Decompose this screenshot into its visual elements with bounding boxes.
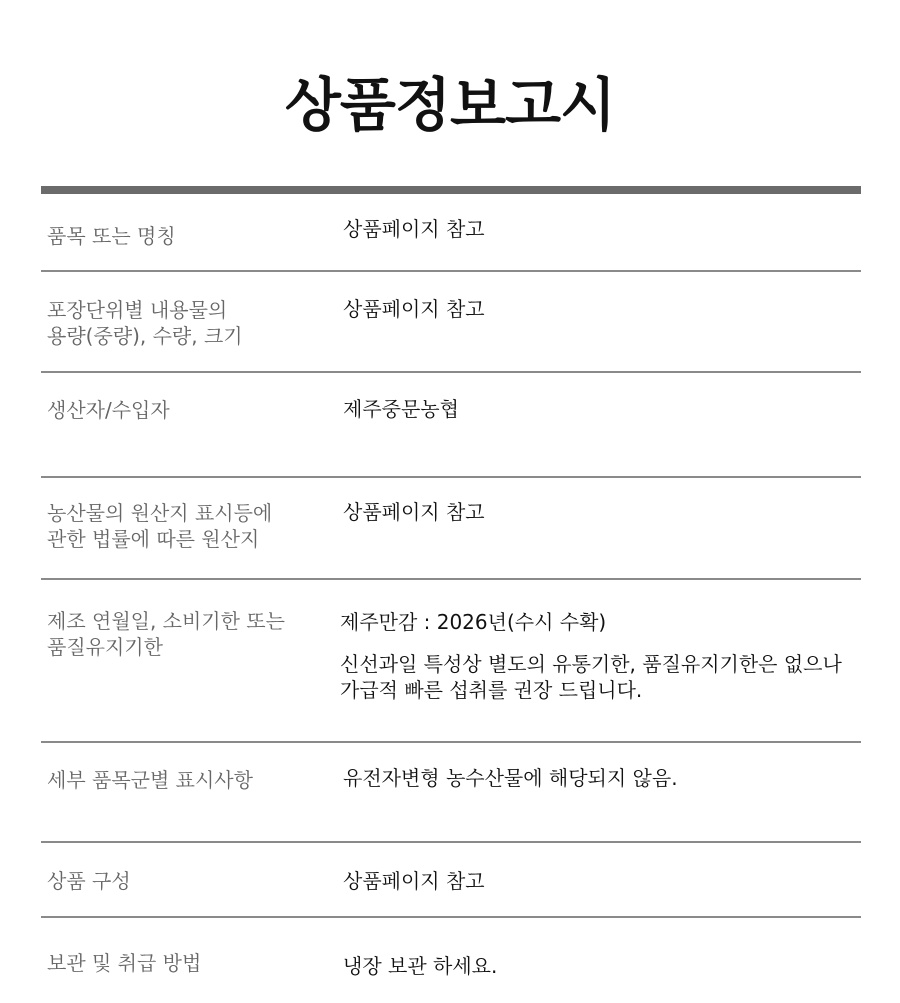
table-row xyxy=(41,272,861,373)
row-value xyxy=(343,765,853,791)
row-value xyxy=(343,868,853,894)
row-label: 제조 연월일, 소비기한 또는 품질유지기한 xyxy=(47,609,285,659)
value-text: 유전자변형 농수산물에 해당되지 않음. xyxy=(343,766,678,790)
header-divider xyxy=(41,186,861,194)
table-row xyxy=(41,843,861,918)
row-label: 보관 및 취급 방법 xyxy=(47,951,202,975)
value-note: 신선과일 특성상 별도의 유통기한, 품질유지기한은 없으나 가급적 빠른 섭취를 권장 드립니다. xyxy=(340,652,842,702)
value-text: 상품페이지 참고 xyxy=(343,869,485,893)
row-value xyxy=(343,296,853,322)
row-value xyxy=(343,216,853,242)
value-text: 상품페이지 참고 xyxy=(343,297,485,321)
table-row xyxy=(41,918,861,1003)
row-label: 상품 구성 xyxy=(47,869,131,893)
info-table xyxy=(41,194,861,1003)
row-value xyxy=(343,499,853,525)
row-label: 품목 또는 명칭 xyxy=(47,224,176,248)
row-label: 생산자/수입자 xyxy=(47,398,170,422)
value-text: 냉장 보관 하세요. xyxy=(343,954,498,978)
row-label: 농산물의 원산지 표시등에 관한 법률에 따른 원산지 xyxy=(47,501,273,551)
row-value xyxy=(343,953,853,979)
value-text: 상품페이지 참고 xyxy=(343,217,485,241)
row-label: 세부 품목군별 표시사항 xyxy=(47,768,253,792)
value-text: 상품페이지 참고 xyxy=(343,500,485,524)
table-row xyxy=(41,478,861,580)
value-text: 제주만감 : 2026년(수시 수확) xyxy=(340,610,607,634)
value-text: 제주중문농협 xyxy=(343,397,459,421)
row-value xyxy=(343,396,853,422)
row-label: 포장단위별 내용물의 용량(중량), 수량, 크기 xyxy=(47,298,243,348)
page-title: 상품정보고시 xyxy=(284,71,616,139)
table-row xyxy=(41,743,861,843)
table-row xyxy=(41,194,861,272)
table-row xyxy=(41,373,861,478)
table-row xyxy=(41,580,861,743)
row-value xyxy=(340,609,850,703)
